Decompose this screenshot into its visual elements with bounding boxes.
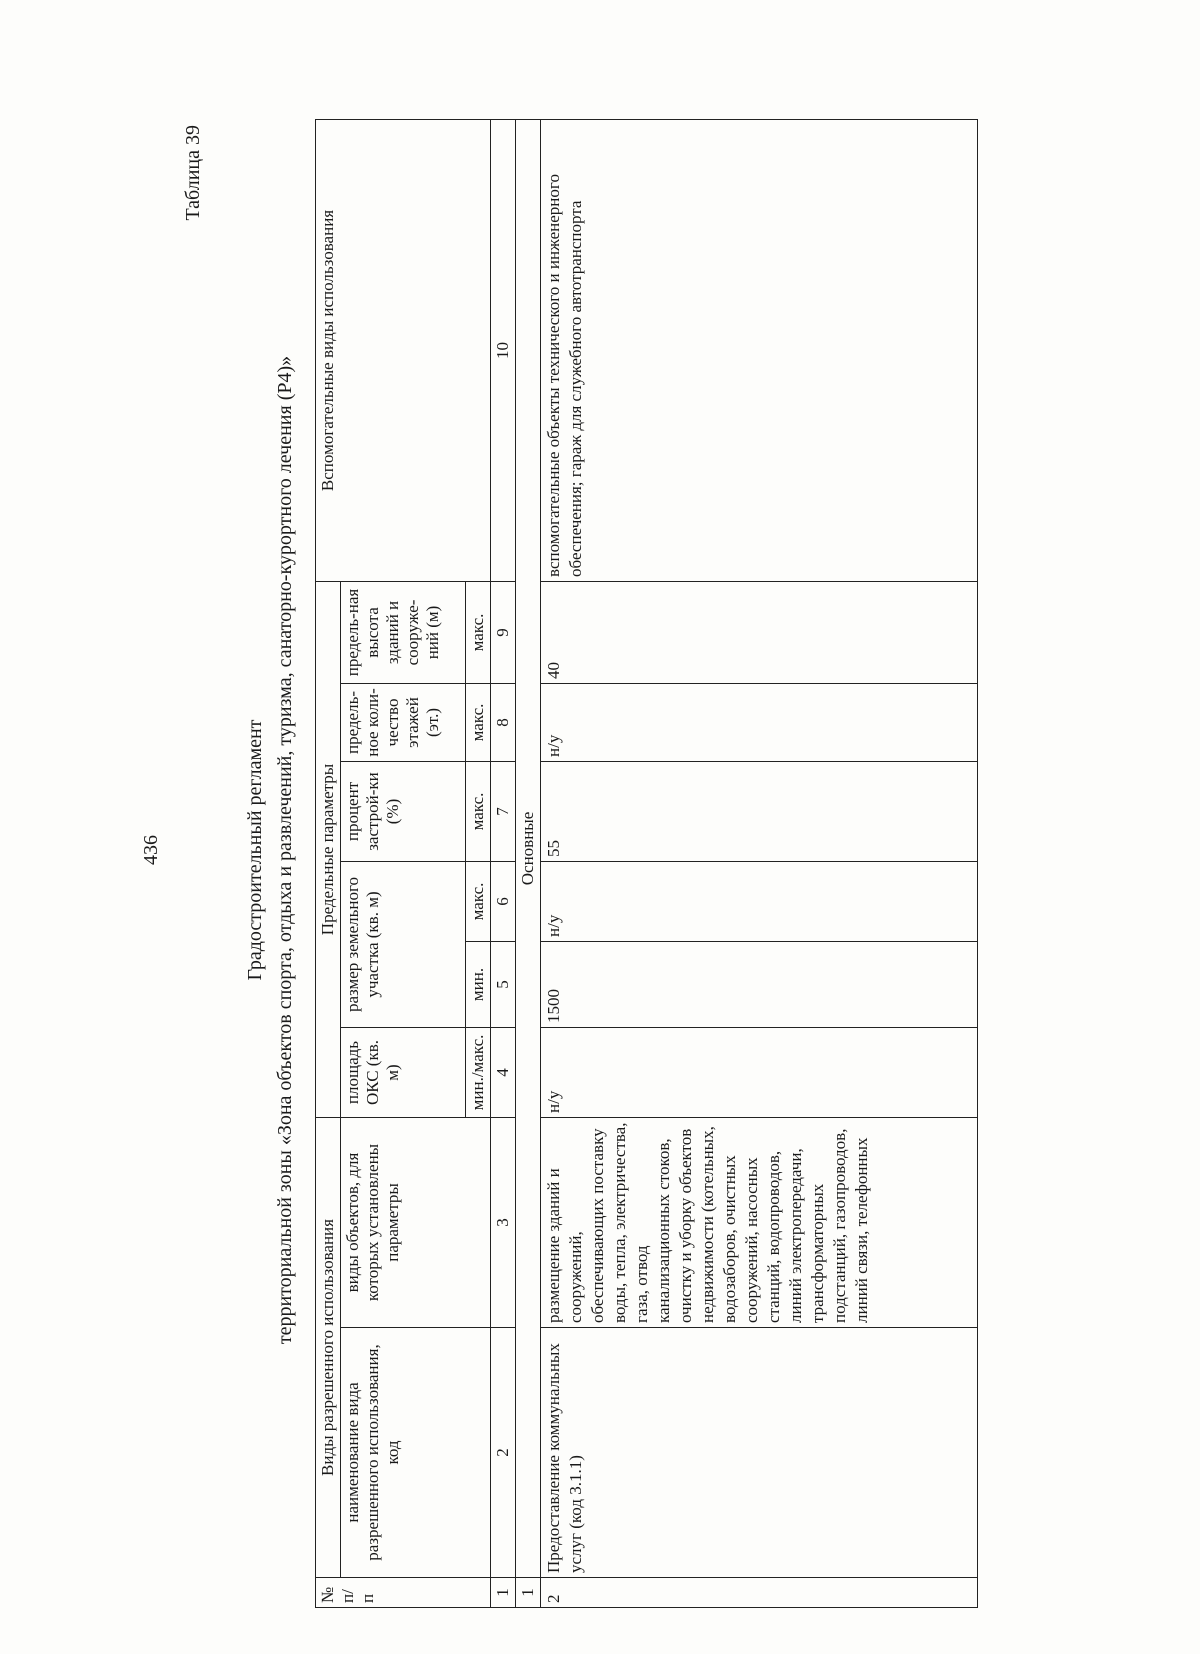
document-title <box>240 70 300 1630</box>
header-plot-size: размер земельного участка (кв. м) <box>341 862 466 1028</box>
table-label: Таблица 39 <box>182 125 204 221</box>
sub-max: макс. <box>466 684 491 762</box>
header-oks-area: площадь ОКС (кв. м) <box>341 1028 466 1118</box>
column-number: 5 <box>491 942 516 1028</box>
row-objects: размещение зданий и сооружений, обеспечивающих поставку воды, тепла, электричества, газа, отвод канализационных стоков, очистку и уборку объектов недвижимости (котельных, водозаборов, очистных сооружений, насосных станций, водопроводов, линий электропередачи, трансформаторных подстанций, газопроводов, линий связи, телефонных <box>541 1118 978 1328</box>
column-number: 6 <box>491 862 516 942</box>
title-line-1: Градостроительный регламент <box>244 719 266 981</box>
row-plot-max: н/у <box>541 862 978 942</box>
row-use-name: Предоставление коммунальных услуг (код 3.1.1) <box>541 1328 978 1578</box>
column-number: 10 <box>491 119 516 581</box>
column-number: 9 <box>491 581 516 683</box>
sub-min: мин. <box>466 942 491 1028</box>
column-number: 4 <box>491 1028 516 1118</box>
sub-minmax: мин./макс. <box>466 1028 491 1118</box>
sub-max: макс. <box>466 762 491 862</box>
sub-max: макс. <box>466 862 491 942</box>
row-plot-min: 1500 <box>541 942 978 1028</box>
column-number: 2 <box>491 1328 516 1578</box>
header-number: № п/ п <box>316 1578 491 1608</box>
row-number: 2 <box>541 1578 978 1608</box>
row-floors: н/у <box>541 684 978 762</box>
column-number: 1 <box>491 1578 516 1608</box>
header-height: предель-ная высота зданий и сооруже-ний (м) <box>341 581 466 683</box>
section-label: Основные <box>516 119 541 1577</box>
row-aux-use: вспомогательные объекты технического и инженерного обеспечения; гараж для служебного автотранспорта <box>541 119 978 581</box>
document-page <box>140 70 1100 1630</box>
row-oks-area: н/у <box>541 1028 978 1118</box>
column-number: 7 <box>491 762 516 862</box>
header-build-percent: процент застрой-ки (%) <box>341 762 466 862</box>
header-group-params: Предельные параметры <box>316 581 341 1117</box>
header-use-name: наименование вида разрешенного использования, код <box>341 1328 491 1578</box>
table-row <box>541 119 978 1607</box>
column-number: 8 <box>491 684 516 762</box>
row-build-percent: 55 <box>541 762 978 862</box>
header-objects: виды объектов, для которых установлены параметры <box>341 1118 491 1328</box>
column-number: 3 <box>491 1118 516 1328</box>
row-height: 40 <box>541 581 978 683</box>
regulation-table <box>315 119 978 1608</box>
header-aux-use: Вспомогательные виды использования <box>316 119 491 581</box>
header-floors: предель-ное коли-чество этажей (эт.) <box>341 684 466 762</box>
section-number: 1 <box>516 1578 541 1608</box>
header-group-use: Виды разрешенного использования <box>316 1118 341 1578</box>
page-number: 436 <box>140 835 162 865</box>
title-line-2: территориальной зоны «Зона объектов спорта, отдыха и развлечений, туризма, санаторно-курортного лечения (Р4)» <box>274 355 296 1345</box>
sub-max: макс. <box>466 581 491 683</box>
